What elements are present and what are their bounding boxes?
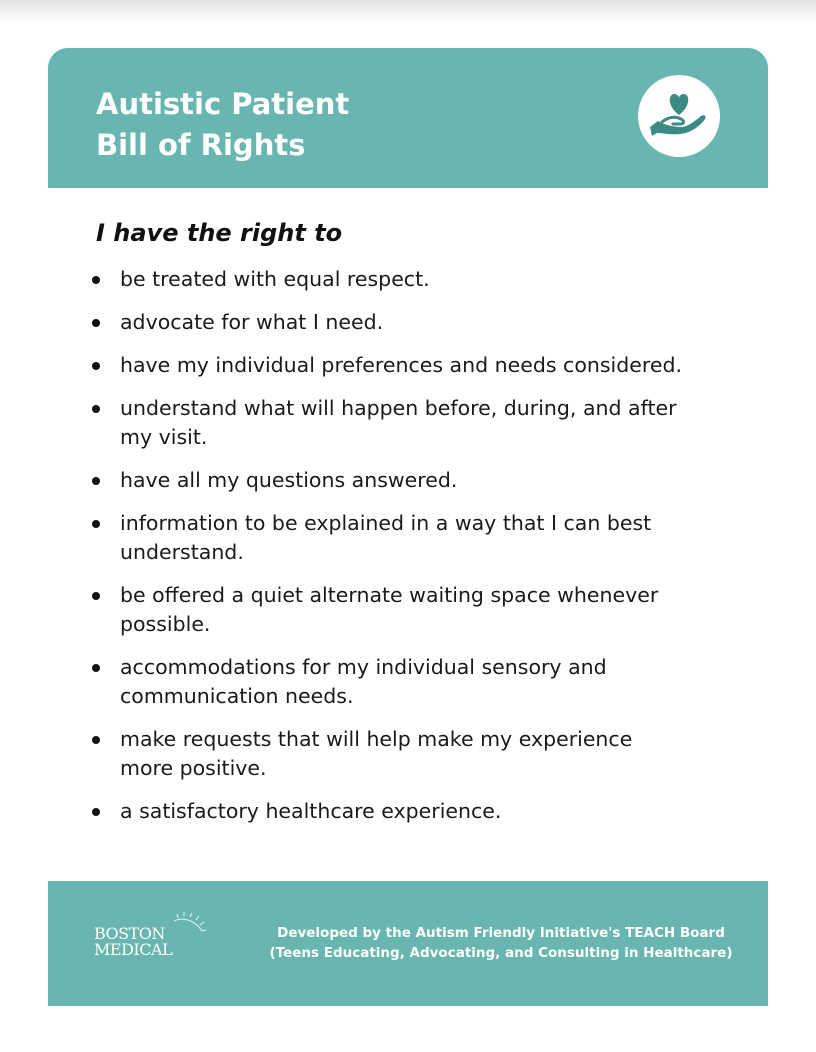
bullet-icon (92, 362, 100, 370)
list-item (90, 797, 730, 826)
bullet-icon (92, 276, 100, 284)
bullet-icon (92, 477, 100, 485)
logo-word-boston: BOSTON (94, 924, 165, 943)
boston-medical-logo (94, 911, 214, 971)
bullet-icon (92, 405, 100, 413)
footer-banner (48, 881, 768, 1006)
credit-line-1: Developed by the Autism Friendly Initiative's TEACH Board (277, 925, 725, 941)
title-line-2: Bill of Rights (96, 128, 306, 162)
bullet-icon (92, 592, 100, 600)
list-item (90, 466, 730, 495)
list-item (90, 394, 680, 452)
top-shadow (0, 0, 816, 22)
right-text: accommodations for my individual sensory and communication needs. (120, 655, 607, 708)
heart-in-hand-icon (638, 75, 720, 157)
right-text: information to be explained in a way that I can best understand. (120, 511, 652, 564)
list-item (90, 351, 730, 380)
list-item (90, 265, 730, 294)
right-text: make requests that will help make my experience more positive. (120, 727, 633, 780)
list-item (90, 509, 710, 567)
right-text: understand what will happen before, during, and after my visit. (120, 396, 677, 449)
right-text: have all my questions answered. (120, 468, 458, 492)
list-item (90, 581, 720, 639)
logo-word-medical: MEDICAL (94, 940, 173, 959)
bullet-icon (92, 664, 100, 672)
bullet-icon (92, 736, 100, 744)
rights-list (90, 265, 730, 840)
right-text: have my individual preferences and needs considered. (120, 353, 682, 377)
credit-line-2: (Teens Educating, Advocating, and Consulting in Healthcare) (269, 945, 733, 961)
right-text: be offered a quiet alternate waiting space whenever possible. (120, 583, 659, 636)
header-banner (48, 48, 768, 188)
title-line-1: Autistic Patient (96, 87, 350, 121)
right-text: a satisfactory healthcare experience. (120, 799, 502, 823)
intro-heading: I have the right to (96, 219, 343, 247)
credit-text (266, 923, 736, 963)
list-item (90, 653, 680, 711)
list-item (90, 725, 690, 783)
right-text: be treated with equal respect. (120, 267, 430, 291)
list-item (90, 308, 730, 337)
bullet-icon (92, 319, 100, 327)
right-text: advocate for what I need. (120, 310, 384, 334)
bullet-icon (92, 808, 100, 816)
bullet-icon (92, 520, 100, 528)
page-title (96, 84, 349, 166)
